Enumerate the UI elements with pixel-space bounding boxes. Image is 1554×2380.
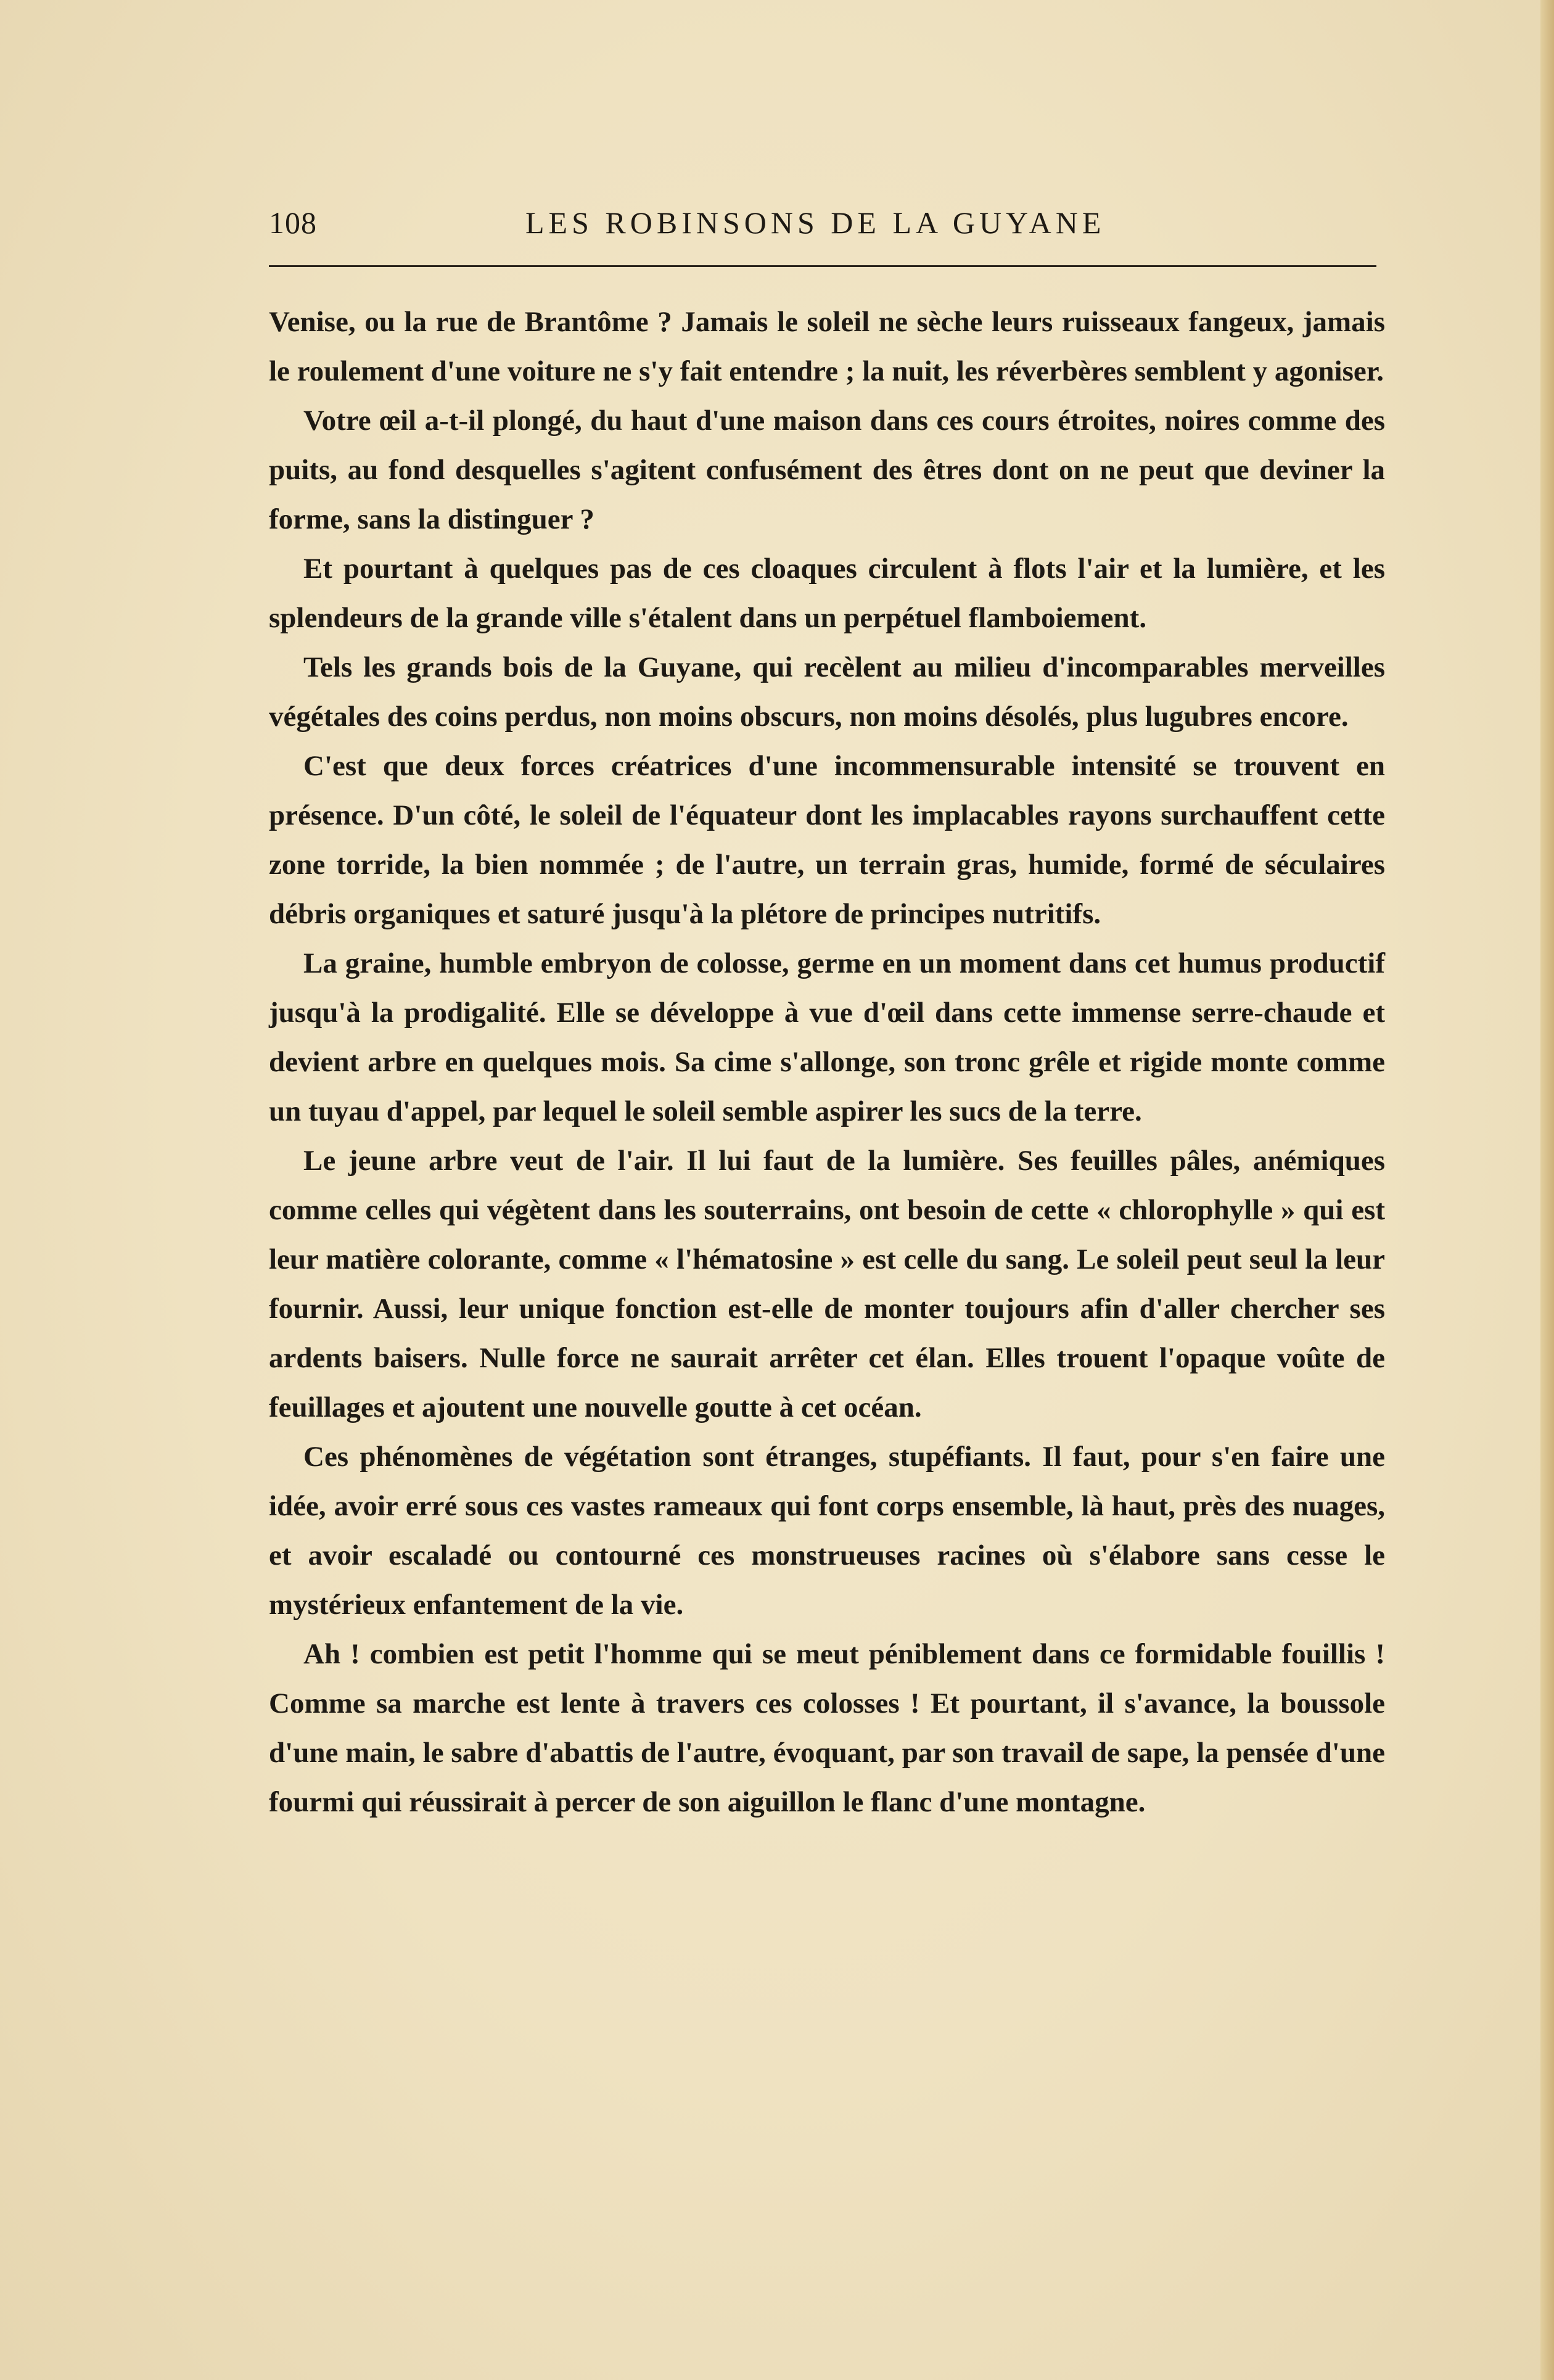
paragraph: Et pourtant à quelques pas de ces cloaques circulent à flots l'air et la lumière, et les splendeurs de la grande ville s'étalent dans un perpétuel flamboiement. bbox=[269, 553, 1385, 634]
paragraph: Venise, ou la rue de Brantôme ? Jamais le soleil ne sèche leurs ruisseaux fangeux, jamais le roulement d'une voiture ne s'y fait entendre ; la nuit, les réverbères semblent y agoniser. bbox=[269, 306, 1385, 387]
paragraph: C'est que deux forces créatrices d'une incommensurable intensité se trouvent en présence. D'un côté, le soleil de l'équateur dont les implacables rayons surchauffent cette zone torride, la bien nommée ; de l'autre, un terrain gras, humide, formé de séculaires débris organiques et saturé jusqu'à la plétore de principes nutritifs. bbox=[269, 750, 1385, 930]
paragraph: Tels les grands bois de la Guyane, qui recèlent au milieu d'incomparables merveilles végétales des coins perdus, non moins obscurs, non moins désolés, plus lugubres encore. bbox=[269, 651, 1385, 733]
paragraph: Ah ! combien est petit l'homme qui se meut péniblement dans ce formidable fouillis ! Comme sa marche est lente à travers ces colosses ! Et pourtant, il s'avance, la boussole d'une main, le sabre d'abattis de l'autre, évoquant, par son travail de sape, la pensée d'une fourmi qui réussirait à percer de son aiguillon le flanc d'une montagne. bbox=[269, 1638, 1385, 1818]
page-edge-shadow bbox=[1540, 0, 1554, 2380]
paragraph: Votre œil a-t-il plongé, du haut d'une maison dans ces cours étroites, noires comme des puits, au fond desquelles s'agitent confusément des êtres dont on ne peut que deviner la forme, sans la distinguer ? bbox=[269, 405, 1385, 535]
paragraph: La graine, humble embryon de colosse, germe en un moment dans cet humus productif jusqu'à la prodigalité. Elle se développe à vue d'œil dans cette immense serre-chaude et devient arbre en quelques mois. Sa cime s'allonge, son tronc grêle et rigide monte comme un tuyau d'appel, par lequel le soleil semble aspirer les sucs de la terre. bbox=[269, 947, 1385, 1127]
header-rule bbox=[269, 265, 1376, 267]
body-text bbox=[269, 297, 1385, 1827]
page-number: 108 bbox=[269, 205, 317, 240]
running-title: LES ROBINSONS DE LA GUYANE bbox=[525, 205, 1106, 240]
running-header bbox=[269, 201, 1376, 244]
paragraph: Ces phénomènes de végétation sont étranges, stupéfiants. Il faut, pour s'en faire une idée, avoir erré sous ces vastes rameaux qui font corps ensemble, là haut, près des nuages, et avoir escaladé ou contourné ces monstrueuses racines où s'élabore sans cesse le mystérieux enfantement de la vie. bbox=[269, 1441, 1385, 1621]
paragraph: Le jeune arbre veut de l'air. Il lui faut de la lumière. Ses feuilles pâles, anémiques comme celles qui végètent dans les souterrains, ont besoin de cette « chlorophylle » qui est leur matière colorante, comme « l'hématosine » est celle du sang. Le soleil peut seul la leur fournir. Aussi, leur unique fonction est-elle de monter toujours afin d'aller chercher ses ardents baisers. Nulle force ne saurait arrêter cet élan. Elles trouent l'opaque voûte de feuillages et ajoutent une nouvelle goutte à cet océan. bbox=[269, 1145, 1385, 1423]
